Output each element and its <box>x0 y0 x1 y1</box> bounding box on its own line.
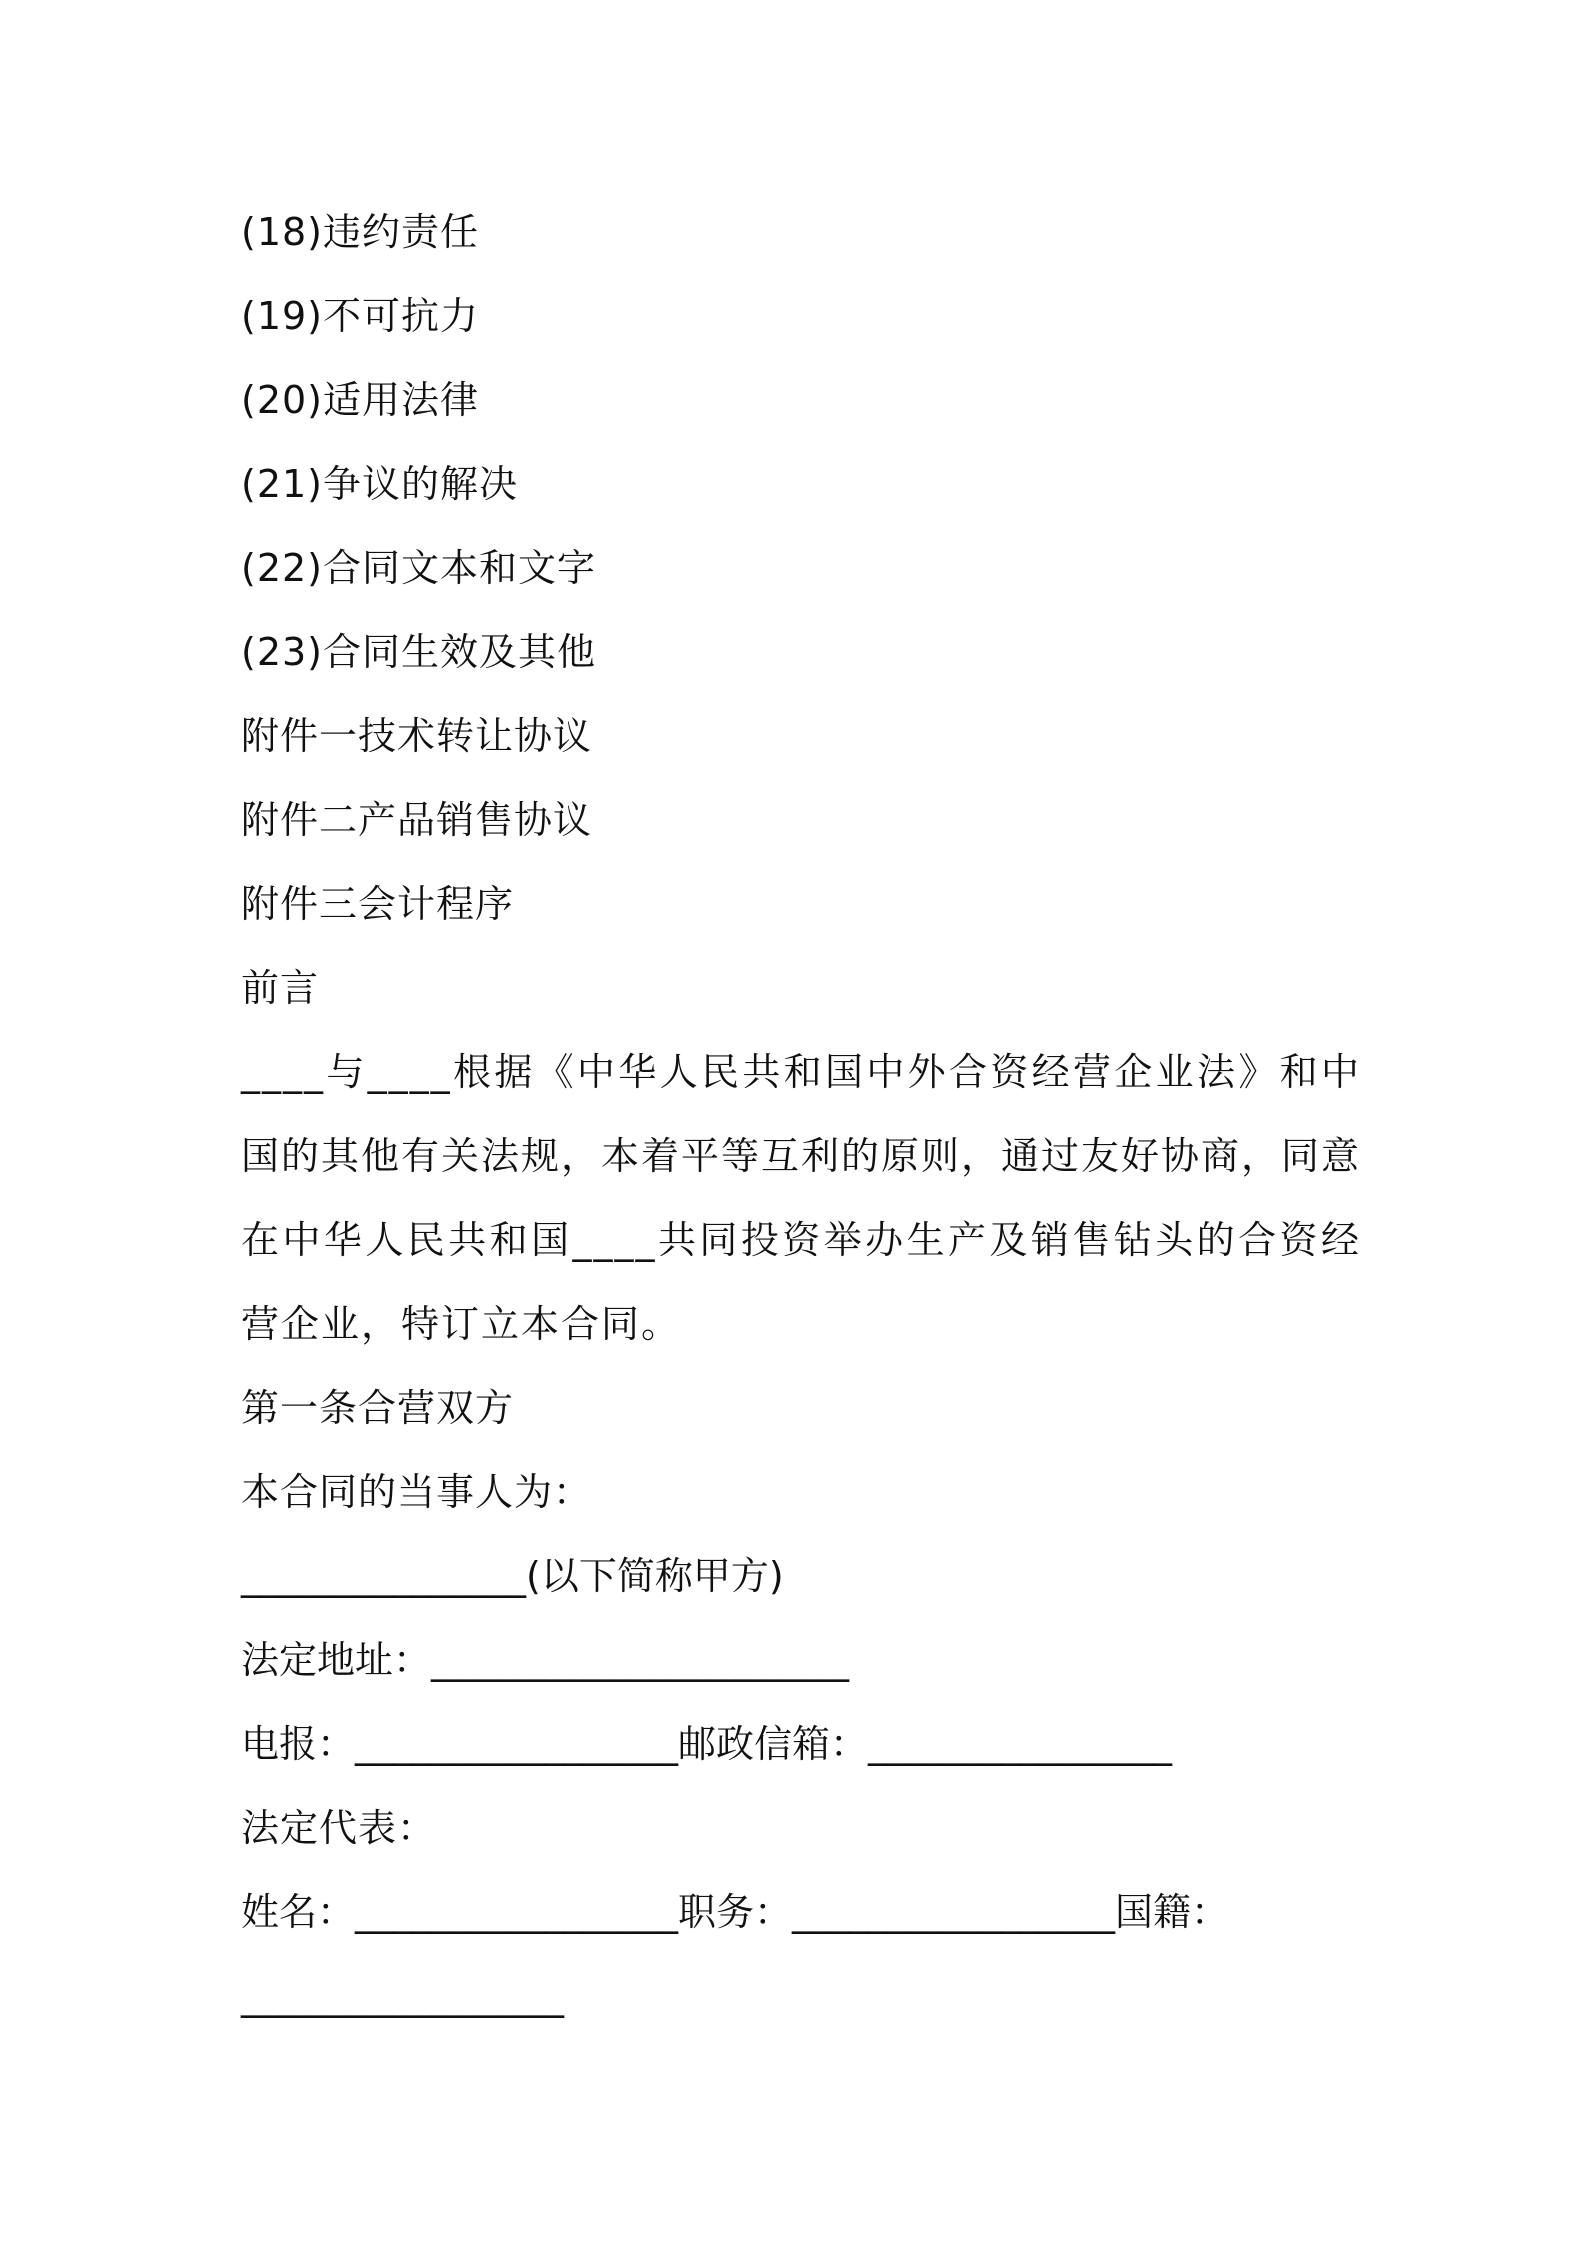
toc-item: (19)不可抗力 <box>241 294 480 338</box>
document-page <box>241 190 1361 2038</box>
toc-item: (22)合同文本和文字 <box>241 546 597 590</box>
toc-item: 附件二产品销售协议 <box>241 798 593 842</box>
legal-address-line: 法定地址：______________________ <box>241 1638 850 1682</box>
preface-paragraph: ____与____根据《中华人民共和国中外合资经营企业法》和中国的其他有关法规，本着平等互利的原则，通过友好协商，同意在中华人民共和国____共同投资举办生产及销售钻头的合资经营企业，特订立本合同。 <box>241 1050 1362 1346</box>
parties-intro: 本合同的当事人为： <box>241 1470 593 1514</box>
toc-item: 附件一技术转让协议 <box>241 714 593 758</box>
toc-item: 附件三会计程序 <box>241 882 515 926</box>
party-a-line: _______________(以下简称甲方) <box>241 1554 784 1598</box>
preface-heading: 前言 <box>241 966 320 1010</box>
name-title-nationality-line: 姓名：_________________职务：_________________国籍： <box>241 1890 1230 1934</box>
telegram-pobox-line: 电报：_________________邮政信箱：________________ <box>241 1722 1173 1766</box>
toc-item: (23)合同生效及其他 <box>241 630 597 674</box>
nationality-blank: _________________ <box>241 1974 564 2018</box>
toc-item: (21)争议的解决 <box>241 462 519 506</box>
article1-heading: 第一条合营双方 <box>241 1386 515 1430</box>
legal-representative-heading: 法定代表： <box>241 1806 437 1850</box>
toc-item: (18)违约责任 <box>241 210 480 254</box>
toc-item: (20)适用法律 <box>241 378 480 422</box>
